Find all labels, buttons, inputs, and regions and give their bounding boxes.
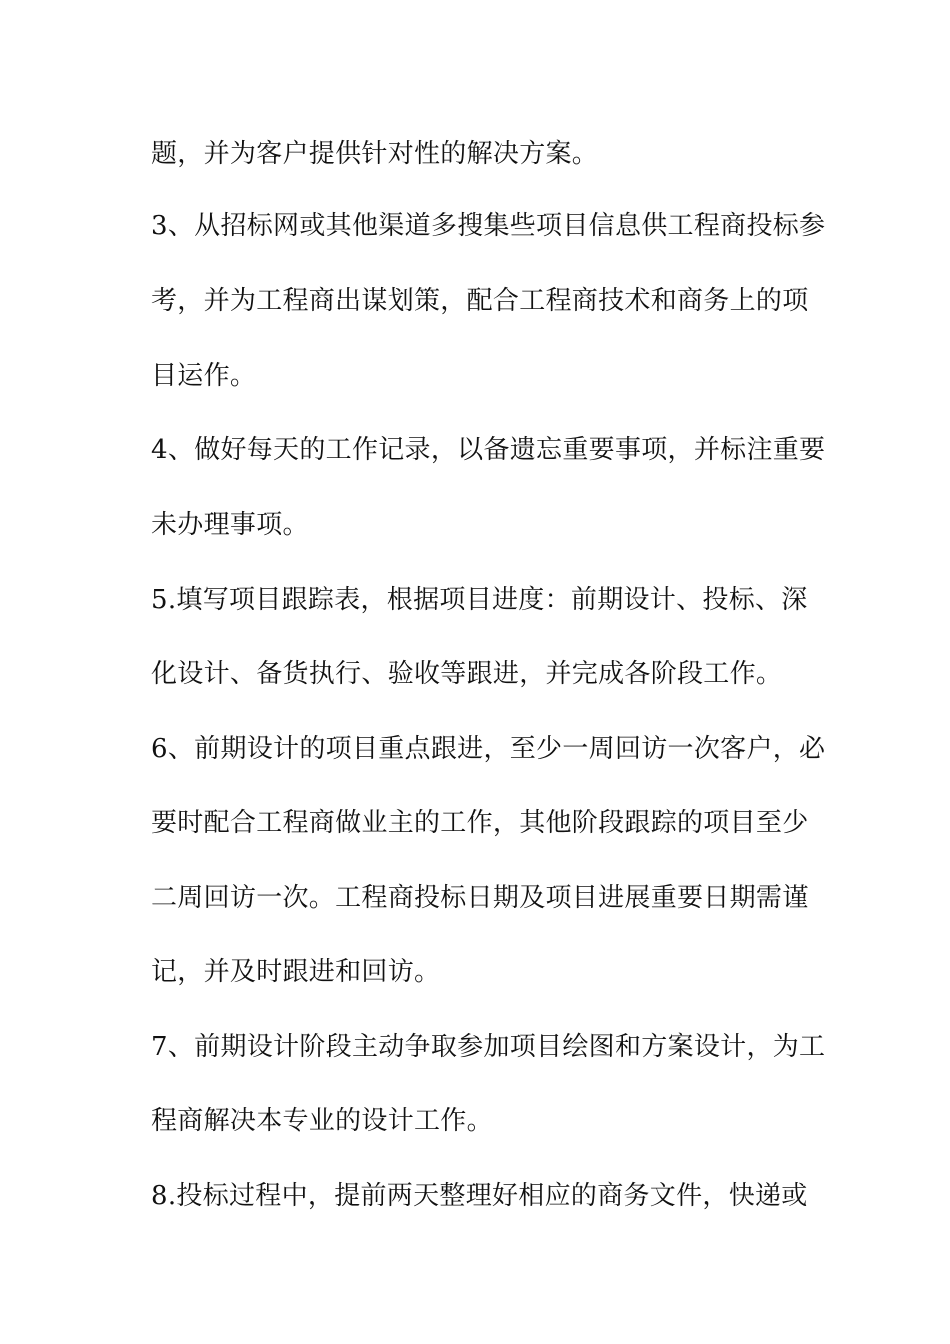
text-line: 题，并为客户提供针对性的解决方案。	[151, 139, 599, 169]
text-line: 要时配合工程商做业主的工作，其他阶段跟踪的项目至少	[151, 808, 809, 838]
text-line: 8.投标过程中，提前两天整理好相应的商务文件，快递或	[151, 1181, 808, 1211]
text-line: 目运作。	[151, 361, 257, 391]
text-line: 未办理事项。	[151, 510, 309, 540]
text-line: 程商解决本专业的设计工作。	[151, 1106, 493, 1136]
text-line: 6、前期设计的项目重点跟进，至少一周回访一次客户，必	[151, 734, 826, 764]
text-line: 3、从招标网或其他渠道多搜集些项目信息供工程商投标参	[151, 211, 826, 241]
text-line: 5.填写项目跟踪表，根据项目进度：前期设计、投标、深	[151, 585, 808, 615]
text-line: 二周回访一次。工程商投标日期及项目进展重要日期需谨	[151, 883, 809, 913]
text-line: 7、前期设计阶段主动争取参加项目绘图和方案设计，为工	[151, 1032, 826, 1062]
text-line: 记，并及时跟进和回访。	[151, 957, 441, 987]
text-line: 考，并为工程商出谋划策，配合工程商技术和商务上的项	[151, 286, 809, 316]
text-line: 化设计、备货执行、验收等跟进，并完成各阶段工作。	[151, 659, 783, 689]
text-line: 4、做好每天的工作记录，以备遗忘重要事项，并标注重要	[151, 435, 826, 465]
